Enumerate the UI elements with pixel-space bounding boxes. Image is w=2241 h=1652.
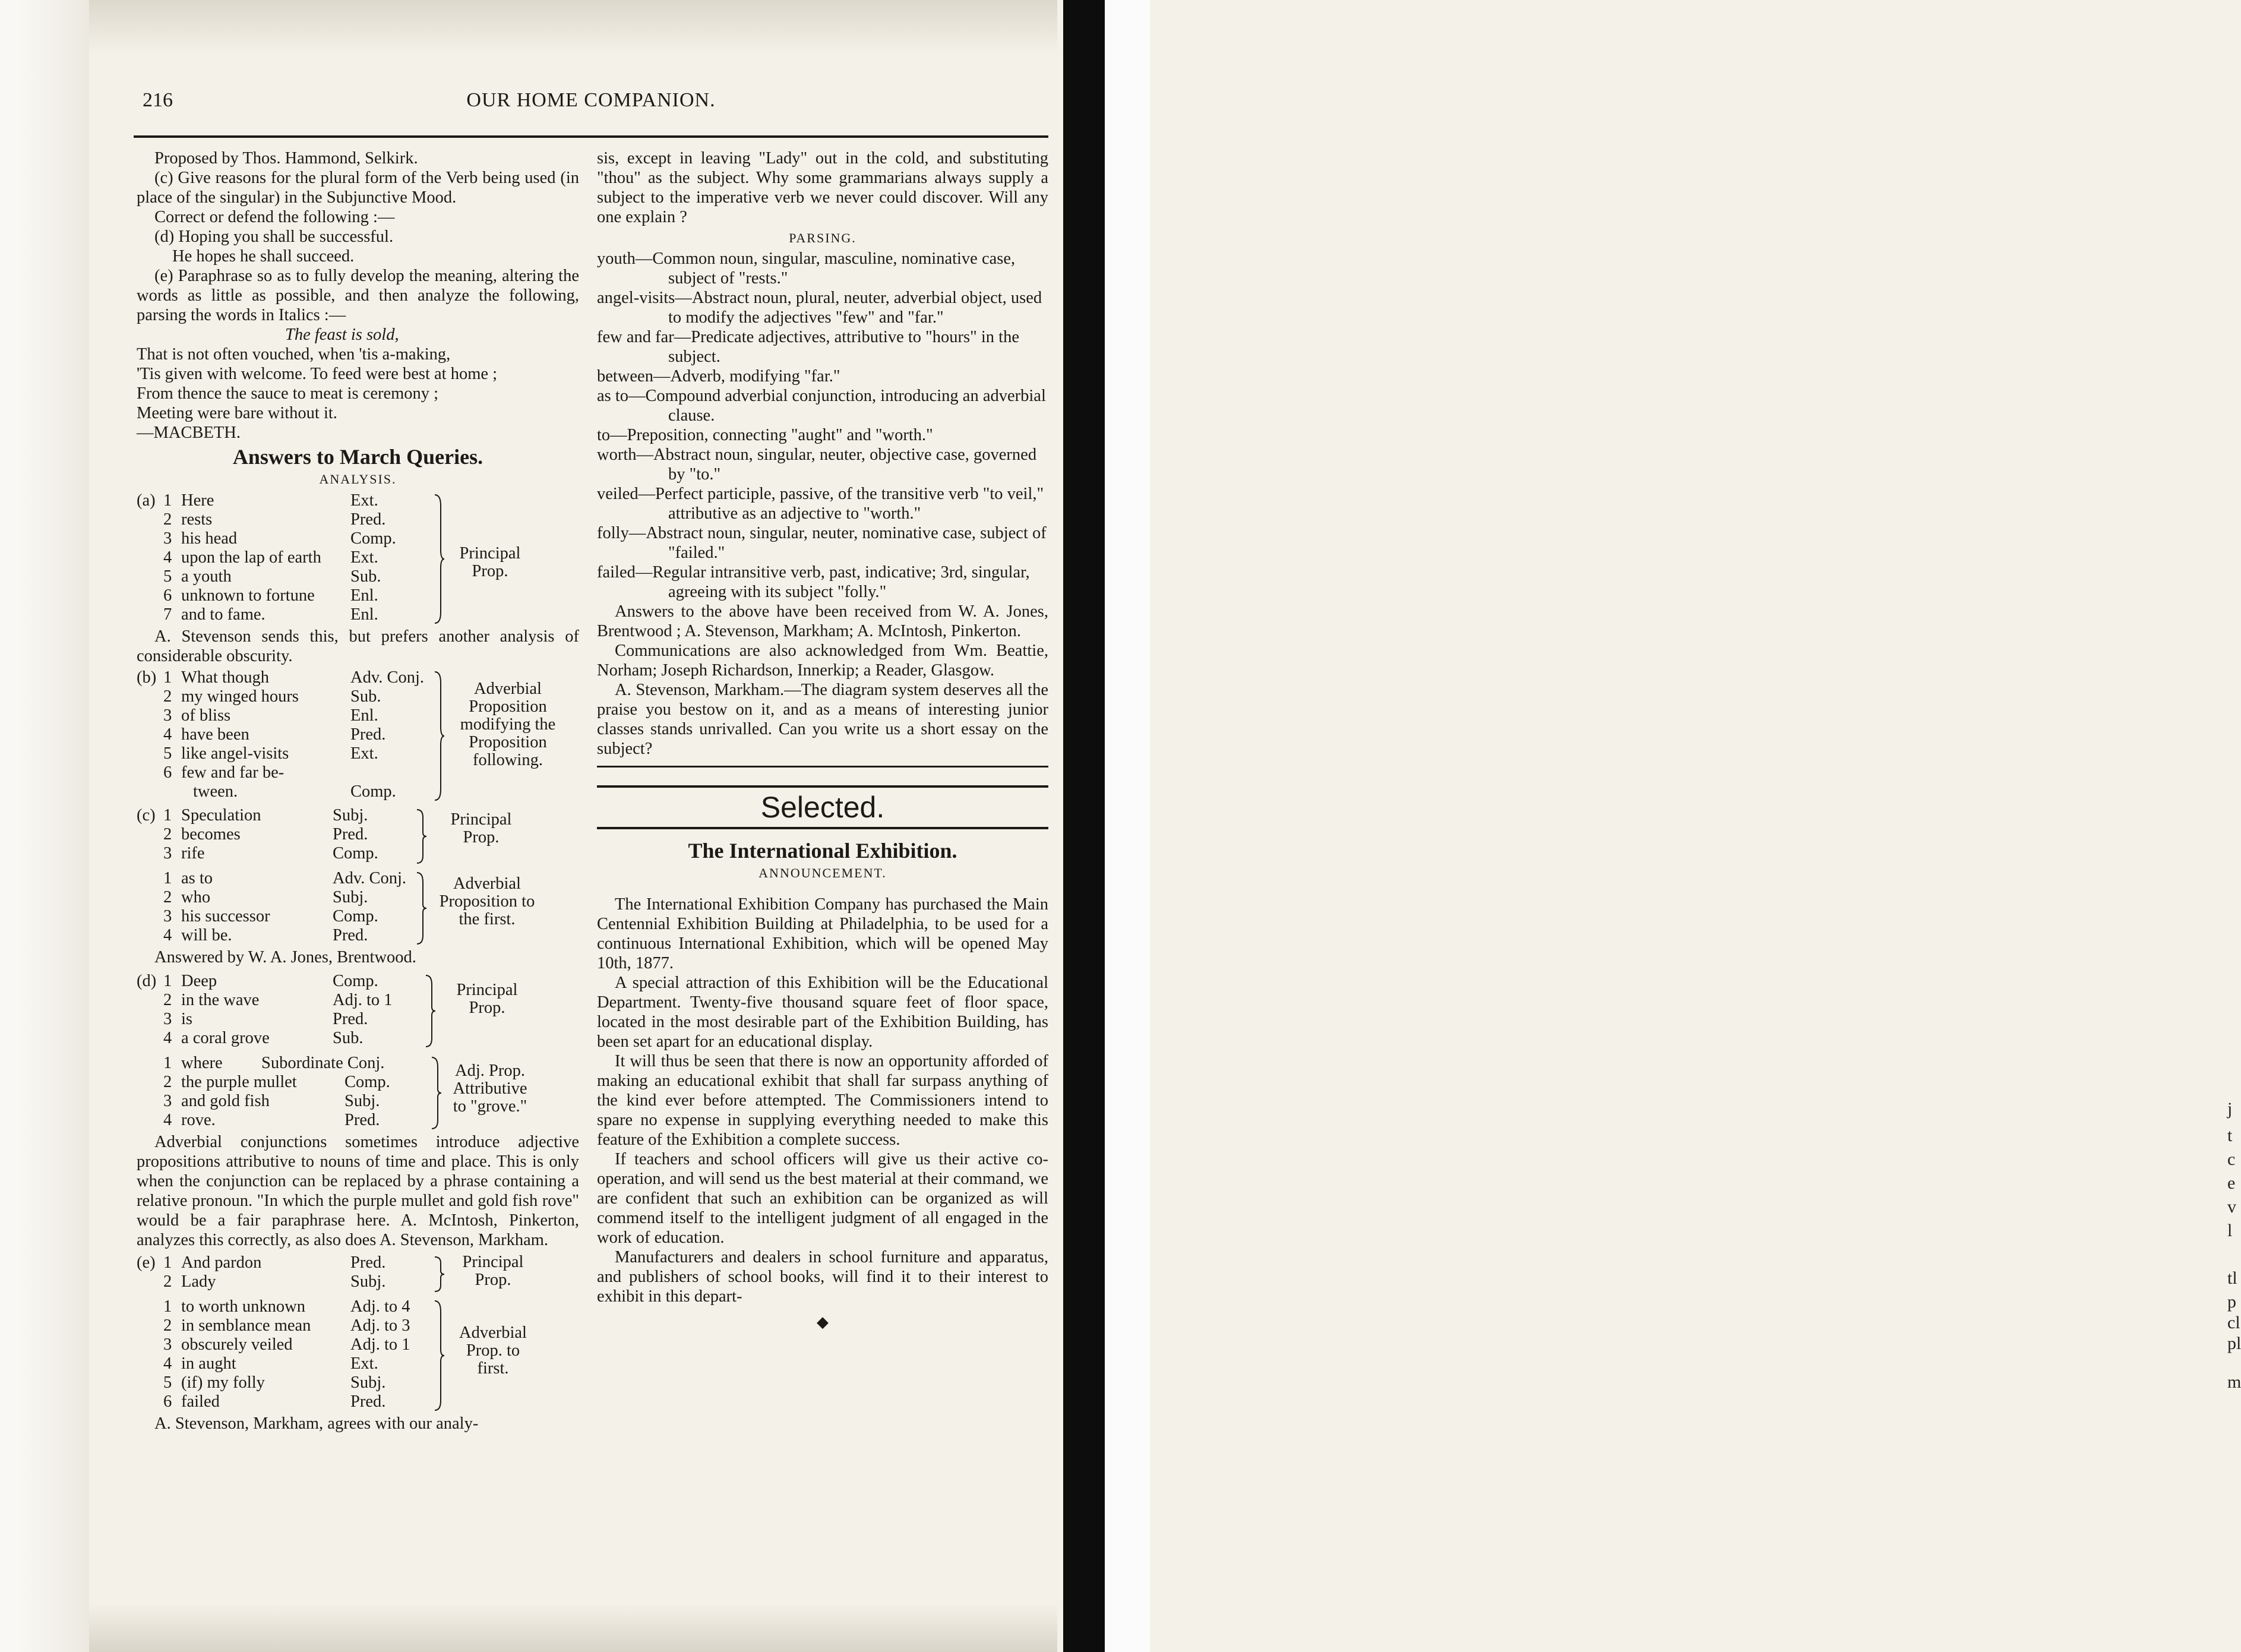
analysis-row: 3 of bliss Enl. (163, 706, 378, 725)
margin-fragment: pl (2227, 1334, 2241, 1353)
analysis-comment: A. Stevenson, Markham, agrees with our analy- (154, 1414, 479, 1433)
analysis-b (137, 668, 579, 801)
parsing-item: failed—Regular intransitive verb, past, indicative; 3rd, singular, agreeing with its subject "folly." (597, 563, 1030, 601)
parsing-item: as to—Compound adverbial conjunction, introducing an adverbial clause. (597, 387, 1046, 425)
stevenson-note: A. Stevenson, Markham.—The diagram system deserves all the praise you bestow on it, and as a means of interesting junior classes stands unrivalled. Can you write us a short essay on the subject? (597, 681, 1048, 758)
analysis-row: 2 Lady Subj. (163, 1272, 386, 1291)
scan-left-edge (0, 0, 89, 1652)
analysis-row: (d) 1 Deep Comp. (137, 972, 378, 990)
analysis-e-sub (137, 1297, 579, 1411)
analysis-row: 2 rests Pred. (163, 510, 386, 529)
parsing-item: to—Preposition, connecting "aught" and "worth." (597, 426, 933, 444)
margin-fragment: e (2227, 1173, 2236, 1193)
analysis-row: 2 in semblance mean Adj. to 3 (163, 1316, 410, 1335)
section-rule (597, 766, 1048, 767)
exhibition-paragraph: If teachers and school officers will give us their active co-operation, and will send us the best material at their command, we are confident that such an exhibition can be organized as will commend itself to the intelligent judgment of all engaged in the work of education. (597, 1150, 1048, 1247)
analysis-row: (c) 1 Speculation Subj. (137, 806, 368, 825)
analysis-row: 2 the purple mullet Comp. (163, 1073, 390, 1091)
poem-line: The feast is sold, (285, 326, 399, 344)
analysis-row: 2 my winged hours Sub. (163, 687, 381, 706)
brace-icon (416, 808, 428, 864)
margin-fragment: p (2227, 1292, 2236, 1312)
analysis-label-e: (e) (137, 1253, 156, 1272)
selected-banner: Selected. (597, 785, 1048, 829)
left-column (137, 149, 579, 1433)
analysis-row: 6 failed Pred. (163, 1392, 386, 1411)
poem-line: From thence the sauce to meat is ceremony ; (137, 384, 439, 403)
intro-line: (c) Give reasons for the plural form of the Verb being used (in place of the singular) in the Subjunctive Mood. (137, 169, 579, 207)
analysis-row: (a) 1 Here Ext. (137, 491, 378, 510)
intro-line: (d) Hoping you shall be successful. (154, 228, 394, 246)
parsing-item: veiled—Perfect participle, passive, of the transitive verb "to veil," attributive as an adjective to "worth." (597, 485, 1044, 523)
page-header (134, 83, 1048, 119)
analysis-note: Principal Prop. (456, 981, 518, 1017)
end-mark-icon: ◆ (817, 1313, 829, 1331)
header-rule (134, 135, 1048, 138)
continued-text: sis, except in leaving "Lady" out in the cold, and substituting "thou" as the subject. Why some grammarians always supply a subject to the imperative verb we never could discover. Will any one explain ? (597, 149, 1048, 226)
scan-top-edge (89, 0, 1057, 53)
announcement-label: ANNOUNCEMENT. (758, 866, 887, 880)
poem-line: That is not often vouched, when 'tis a-making, (137, 345, 451, 364)
analysis-row: 3 his head Comp. (163, 529, 396, 548)
analysis-c (137, 806, 579, 863)
brace-icon (416, 871, 428, 945)
analysis-c-sub (137, 869, 579, 945)
margin-fragment: c (2227, 1149, 2236, 1169)
analysis-row: 3 and gold fish Subj. (163, 1092, 380, 1110)
poem-line: Meeting were bare without it. (137, 404, 337, 422)
brace-icon (425, 974, 437, 1048)
analysis-row: 2 in the wave Adj. to 1 (163, 991, 393, 1009)
margin-fragment: j (2227, 1099, 2233, 1119)
analysis-row: 6 unknown to fortune Enl. (163, 586, 378, 605)
analysis-answered: Answered by W. A. Jones, Brentwood. (154, 948, 416, 966)
brace-icon (434, 1300, 445, 1411)
next-page-strip (1105, 0, 2241, 1652)
margin-fragment: m (2227, 1372, 2241, 1392)
analysis-comment: Adverbial conjunctions sometimes introduce adjective propositions attributive to nouns of time and place. This is only when the conjunction can be replaced by a phrase containing a relative pronoun. "In which the purple mullet and gold fish rove" would be a fair paraphrase here. A. McIntosh, Pinkerton, analyzes this correctly, as also does A. Stevenson, Markham. (137, 1133, 579, 1249)
magazine-page (134, 83, 1048, 1604)
analysis-row: 3 rife Comp. (163, 844, 378, 863)
parsing-list (597, 249, 1048, 602)
analysis-row: 7 and to fame. Enl. (163, 605, 378, 624)
brace-icon (434, 1256, 445, 1293)
analysis-row: 3 his successor Comp. (163, 907, 378, 926)
parsing-item: folly—Abstract noun, singular, neuter, nominative case, subject of "failed." (597, 524, 1047, 562)
right-column (597, 149, 1048, 1332)
exhibition-paragraph: It will thus be seen that there is now an opportunity afforded of making an educational exhibit that shall far surpass anything of the kind ever before attempted. The Commissioners intend to spare no expense in supplying everything needed to make this feature of the Exhibition a complete success. (597, 1052, 1048, 1149)
parsing-item: between—Adverb, modifying "far." (597, 367, 840, 386)
parsing-item: angel-visits—Abstract noun, plural, neuter, adverbial object, used to modify the adjectives "few" and "far." (597, 289, 1042, 327)
analysis-row: 1 to worth unknown Adj. to 4 (163, 1297, 410, 1316)
analysis-note: Adverbial Proposition modifying the Proposition following. (460, 680, 556, 769)
analysis-row: tween. Comp. (193, 782, 396, 801)
analysis-comment: A. Stevenson sends this, but prefers another analysis of considerable obscurity. (137, 627, 579, 665)
analysis-row: 4 a coral grove Sub. (163, 1029, 364, 1047)
analysis-note: Principal Prop. (450, 810, 512, 846)
analysis-row: 4 rove. Pred. (163, 1111, 380, 1129)
intro-line: He hopes he shall succeed. (172, 247, 355, 266)
analysis-label-b: (b) (137, 668, 157, 687)
poem-line: 'Tis given with welcome. To feed were best at home ; (137, 365, 498, 383)
intro-line: Proposed by Thos. Hammond, Selkirk. (154, 149, 418, 168)
analysis-label-d: (d) (137, 972, 157, 990)
scan-gutter-bar (1063, 0, 1105, 1652)
intro-line: Correct or defend the following :— (154, 208, 395, 226)
analysis-row: 1 where Subordinate Conj. (163, 1054, 385, 1072)
analysis-row: 5 like angel-visits Ext. (163, 744, 378, 763)
brace-icon (434, 671, 445, 801)
analysis-d-sub (137, 1054, 579, 1130)
page-number: 216 (143, 89, 173, 111)
analysis-row: (e) 1 And pardon Pred. (137, 1253, 386, 1272)
analysis-row: 4 in aught Ext. (163, 1354, 378, 1373)
exhibition-paragraph: The International Exhibition Company has purchased the Main Centennial Exhibition Building at Philadelphia, to be used for a continuous International Exhibition, which will be opened May 10th, 1877. (597, 895, 1048, 972)
page-title: OUR HOME COMPANION. (466, 89, 716, 111)
analysis-note: Adj. Prop. Attributive to "grove." (453, 1062, 527, 1116)
exhibition-heading: The International Exhibition. (688, 839, 957, 863)
brace-icon (431, 1056, 442, 1130)
analysis-note: Principal Prop. (462, 1253, 524, 1289)
analysis-note: Adverbial Prop. to first. (459, 1324, 527, 1378)
brace-icon (434, 494, 445, 624)
margin-fragment: v (2227, 1197, 2236, 1217)
poem-attribution: —MACBETH. (137, 424, 241, 442)
analysis-a (137, 491, 579, 624)
margin-fragment: l (2227, 1221, 2233, 1240)
margin-fragment: t (2227, 1126, 2233, 1145)
answers-heading: Answers to March Queries. (232, 445, 483, 469)
parsing-label: PARSING. (789, 230, 856, 245)
parsing-item: youth—Common noun, singular, masculine, nominative case, subject of "rests." (597, 249, 1016, 288)
analysis-row: 3 is Pred. (163, 1010, 368, 1028)
analysis-row: 5 (if) my folly Subj. (163, 1373, 386, 1392)
analysis-note: Adverbial Proposition to the first. (439, 874, 535, 928)
exhibition-paragraph: Manufacturers and dealers in school furniture and apparatus, and publishers of school books, will find it to their interest to exhibit in this depart- (597, 1248, 1048, 1306)
exhibition-paragraph: A special attraction of this Exhibition will be the Educational Department. Twenty-five thousand square feet of floor space, located in the most desirable part of the Exhibition Building, has been set apart for an educational display. (597, 974, 1048, 1051)
analysis-label-c: (c) (137, 806, 156, 825)
parsing-item: worth—Abstract noun, singular, neuter, objective case, governed by "to." (597, 446, 1037, 484)
parsing-item: few and far—Predicate adjectives, attributive to "hours" in the subject. (597, 328, 1019, 366)
margin-fragment: tl (2227, 1268, 2237, 1288)
analysis-d (137, 972, 579, 1048)
intro-line: (e) Paraphrase so as to fully develop the meaning, altering the words as little as possible, and then analyze the following, parsing the words in Italics :— (137, 267, 579, 324)
analysis-row: 4 will be. Pred. (163, 926, 368, 945)
analysis-e (137, 1253, 579, 1291)
margin-fragment: cl (2227, 1313, 2240, 1332)
analysis-row: 4 have been Pred. (163, 725, 386, 744)
analysis-row: 6 few and far be- (163, 763, 285, 782)
answers-received: Answers to the above have been received from W. A. Jones, Brentwood ; A. Stevenson, Markham; A. McIntosh, Pinkerton. (597, 602, 1048, 640)
analysis-row: 1 as to Adv. Conj. (163, 869, 407, 887)
analysis-row: 4 upon the lap of earth Ext. (163, 548, 378, 567)
analysis-row: 3 obscurely veiled Adj. to 1 (163, 1335, 410, 1354)
scan-bottom-edge (89, 1604, 1057, 1652)
analysis-row: (b) 1 What though Adv. Conj. (137, 668, 425, 687)
analysis-label: ANALYSIS. (319, 472, 397, 487)
analysis-row: 2 becomes Pred. (163, 825, 368, 844)
analysis-label-a: (a) (137, 491, 156, 510)
analysis-row: 2 who Subj. (163, 888, 368, 906)
analysis-note: Principal Prop. (459, 544, 521, 580)
analysis-row: 5 a youth Sub. (163, 567, 381, 586)
communications-acknowledged: Communications are also acknowledged from Wm. Beattie, Norham; Joseph Richardson, Innerkip; a Reader, Glasgow. (597, 642, 1048, 680)
